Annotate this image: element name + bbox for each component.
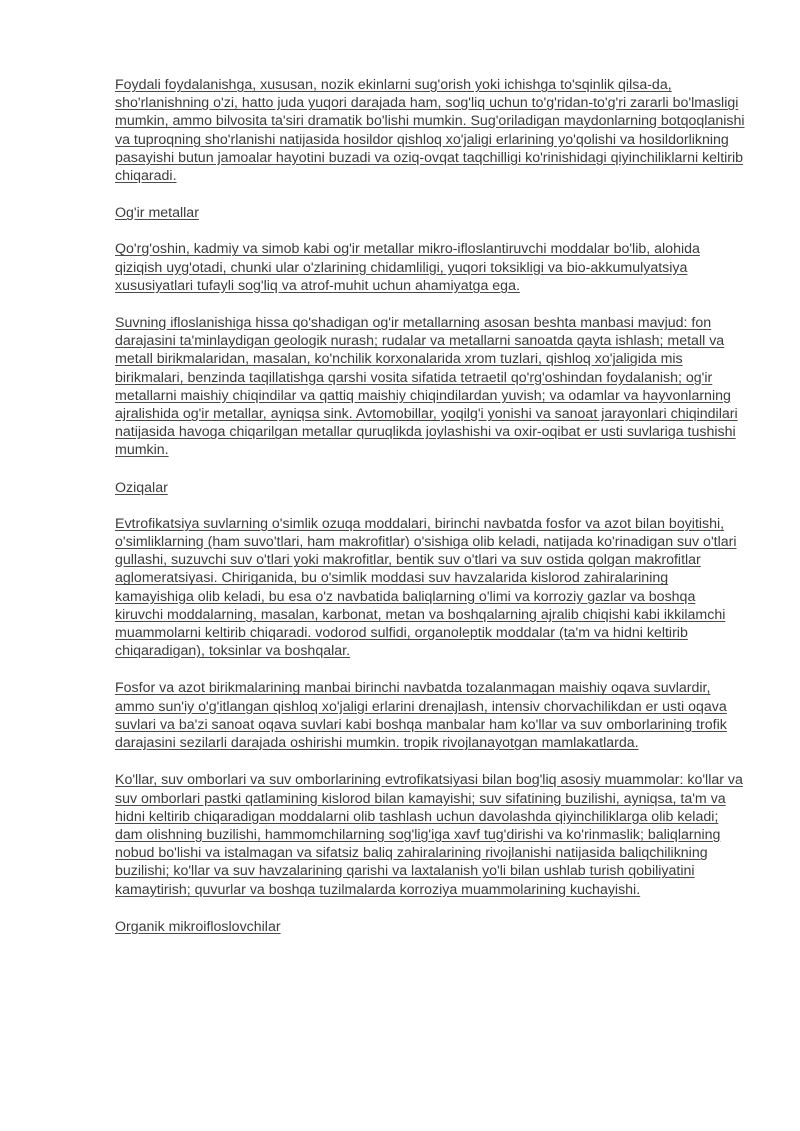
paragraph-nutrient-sources: Fosfor va azot birikmalarining manbai birinchi navbatda tozalanmagan maishiy oqava suvlardir, ammo sun'iy o'g'itlangan qishloq xo'jaligi erlarini drenajlash, intensiv chorvachilikdan er usti oqava suvlari va ba'zi sanoat oqava suvlari kabi boshqa manbalar ham ko'llar va suv omborlarining trofik darajasini sezilarli darajada oshirishi mumkin. tropik rivojlanayotgan mamlakatlarda. [115,680,727,752]
paragraph-eutrophication-problems: Ko'llar, suv omborlari va suv omborlarining evtrofikatsiyasi bilan bog'liq asosiy muammolar: ko'llar va suv omborlari pastki qatlamining kislorod bilan kamayishi; suv sifatining buzilishi, ayniqsa, ta'm va hidni keltirib chiqaradigan moddalarni olib tashlash uchun davolashda qiyinchiliklarga olib keladi; dam olishning buzilishi, hammomchilarning sog'lig'iga xavf tug'dirishi va ko'rinmaslik; baliqlarning nobud bo'lishi va istalmagan va sifatsiz baliq zahiralarining rivojlanishi natijasida baliqchilikning buzilishi; ko'llar va suv havzalarining qarishi va laxtalanish yo'li bilan ushlab turish qobiliyatini kamaytirish; quvurlar va boshqa tuzilmalarda korroziya muammolarining kuchayishi. [115,772,743,898]
paragraph-heavy-metals-intro: Qo'rg'oshin, kadmiy va simob kabi og'ir metallar mikro-ifloslantiruvchi moddalar bo'lib, alohida qiziqish uyg'otadi, chunki ular o'zlarining chidamliligi, yuqori toksikligi va bio-akkumulyatsiya xususiyatlari tufayli sog'liq va atrof-muhit uchun ahamiyatga ega. [115,241,700,294]
heading-nutrients: Oziqalar [115,479,168,496]
heading-organic-micropollutants: Organik mikroifloslovchilar [115,918,281,935]
paragraph-eutrophication: Evtrofikatsiya suvlarning o'simlik ozuqa moddalari, birinchi navbatda fosfor va azot bilan boyitishi, o'simliklarning (ham suvo'tlari, ham makrofitlar) o'sishiga olib keladi, natijada ko'rinadigan suv o'tlari gullashi, suzuvchi suv o'tlari yoki makrofitlar, bentik suv o'tlari va suv ostida qolgan makrofitlar aglomeratsiyasi. Chiriganida, bu o'simlik moddasi suv havzalarida kislorod zahiralarining kamayishiga olib keladi, bu esa o'z navbatida baliqlarning o'limi va korroziy gazlar va boshqa kiruvchi moddalarning, masalan, karbonat, metan va boshqalarning ajralib chiqishi kabi ikkilamchi muammolarni keltirib chiqaradi. vodorod sulfidi, organoleptik moddalar (ta'm va hidni keltirib chiqaradigan), toksinlar va boshqalar. [115,515,737,660]
paragraph-heavy-metals-sources: Suvning ifloslanishiga hissa qo'shadigan og'ir metallarning asosan beshta manbasi mavjud: fon darajasini ta'minlaydigan geologik nurash; rudalar va metallarni sanoatda qayta ishlash; metall va metall birikmalaridan, masalan, ko'nchilik korxonalarida xrom tuzlari, qishloq xo'jaligida mis birikmalari, benzinda taqillatishga qarshi vosita sifatida tetraetil qo'rg'oshindan foydalanish; og'ir metallarni maishiy chiqindilar va qattiq maishiy chiqindilardan yuvish; va odamlar va hayvonlarning ajralishida og'ir metallar, ayniqsa sink. Avtomobillar, yoqilg'i yonishi va sanoat jarayonlari chiqindilari natijasida havoga chiqarilgan metallar quruqlikda joylashishi va oxir-oqibat er usti suvlariga tushishi mumkin. [115,315,738,459]
paragraph-salinity-effects: Foydali foydalanishga, xususan, nozik ekinlarni sug'orish yoki ichishga to'sqinlik qilsa-da, sho'rlanishning o'zi, hatto juda yuqori darajada ham, sog'liq uchun to'g'ridan-to'g'ri zararli bo'lmasligi mumkin, ammo bilvosita ta'siri dramatik bo'lishi mumkin. Sug'oriladigan maydonlarning botqoqlanishi va tuproqning sho'rlanishi natijasida hosildor qishloq xo'jaligi erlarining yo'qolishi va hosildorlikning pasayishi butun jamoalar hayotini buzadi va oziq-ovqat taqchilligi ko'rinishidagi qiyinchiliklarni keltirib chiqaradi. [115,77,745,185]
heading-heavy-metals: Og'ir metallar [115,205,199,222]
document-page [115,76,745,954]
